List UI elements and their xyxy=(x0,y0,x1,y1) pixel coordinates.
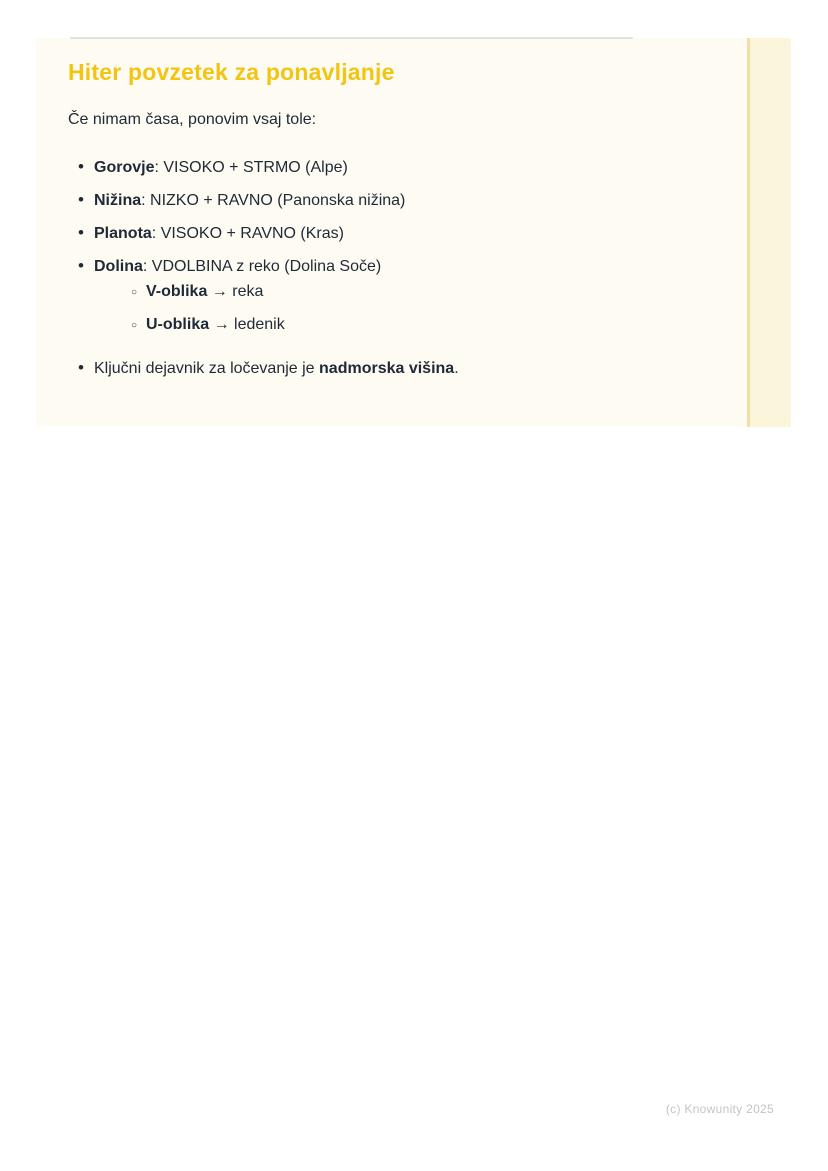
top-divider-line xyxy=(70,37,633,39)
summary-card xyxy=(36,38,791,427)
list-item-text: : VISOKO + STRMO (Alpe) xyxy=(154,159,348,176)
card-content xyxy=(68,58,695,391)
card-accent-strip xyxy=(747,38,791,427)
list-item-text: . xyxy=(454,360,459,377)
intro-text: Če nimam časa, ponovim vsaj tole: xyxy=(68,111,317,128)
sub-item-text: → reka xyxy=(207,283,264,300)
sub-item-text: → ledenik xyxy=(209,316,285,333)
list-item-text: Ključni dejavnik za ločevanje je xyxy=(94,360,320,377)
list-item-term: Dolina xyxy=(94,258,143,275)
list-item xyxy=(68,190,695,211)
list-item-text: : NIZKO + RAVNO (Panonska nižina) xyxy=(141,192,406,209)
sub-list-item xyxy=(94,281,695,302)
list-item-term: Nižina xyxy=(94,192,142,209)
list-item-term: Planota xyxy=(94,225,152,242)
list-item xyxy=(68,358,695,379)
list-item-text: : VISOKO + RAVNO (Kras) xyxy=(151,225,344,242)
card-title: Hiter povzetek za ponavljanje xyxy=(68,59,395,85)
list-item-term: Gorovje xyxy=(94,159,155,176)
sub-list-item xyxy=(94,314,695,335)
list-item-term: nadmorska višina xyxy=(319,360,455,377)
list-item-text: : VDOLBINA z reko (Dolina Soče) xyxy=(142,258,382,275)
sub-list xyxy=(94,281,695,335)
list-item xyxy=(68,157,695,178)
list-item xyxy=(68,256,695,335)
sub-item-term: U-oblika xyxy=(146,316,210,333)
summary-list xyxy=(68,157,695,379)
footer-credit: (c) Knowunity 2025 xyxy=(665,1102,774,1116)
list-item xyxy=(68,223,695,244)
sub-item-term: V-oblika xyxy=(146,283,208,300)
